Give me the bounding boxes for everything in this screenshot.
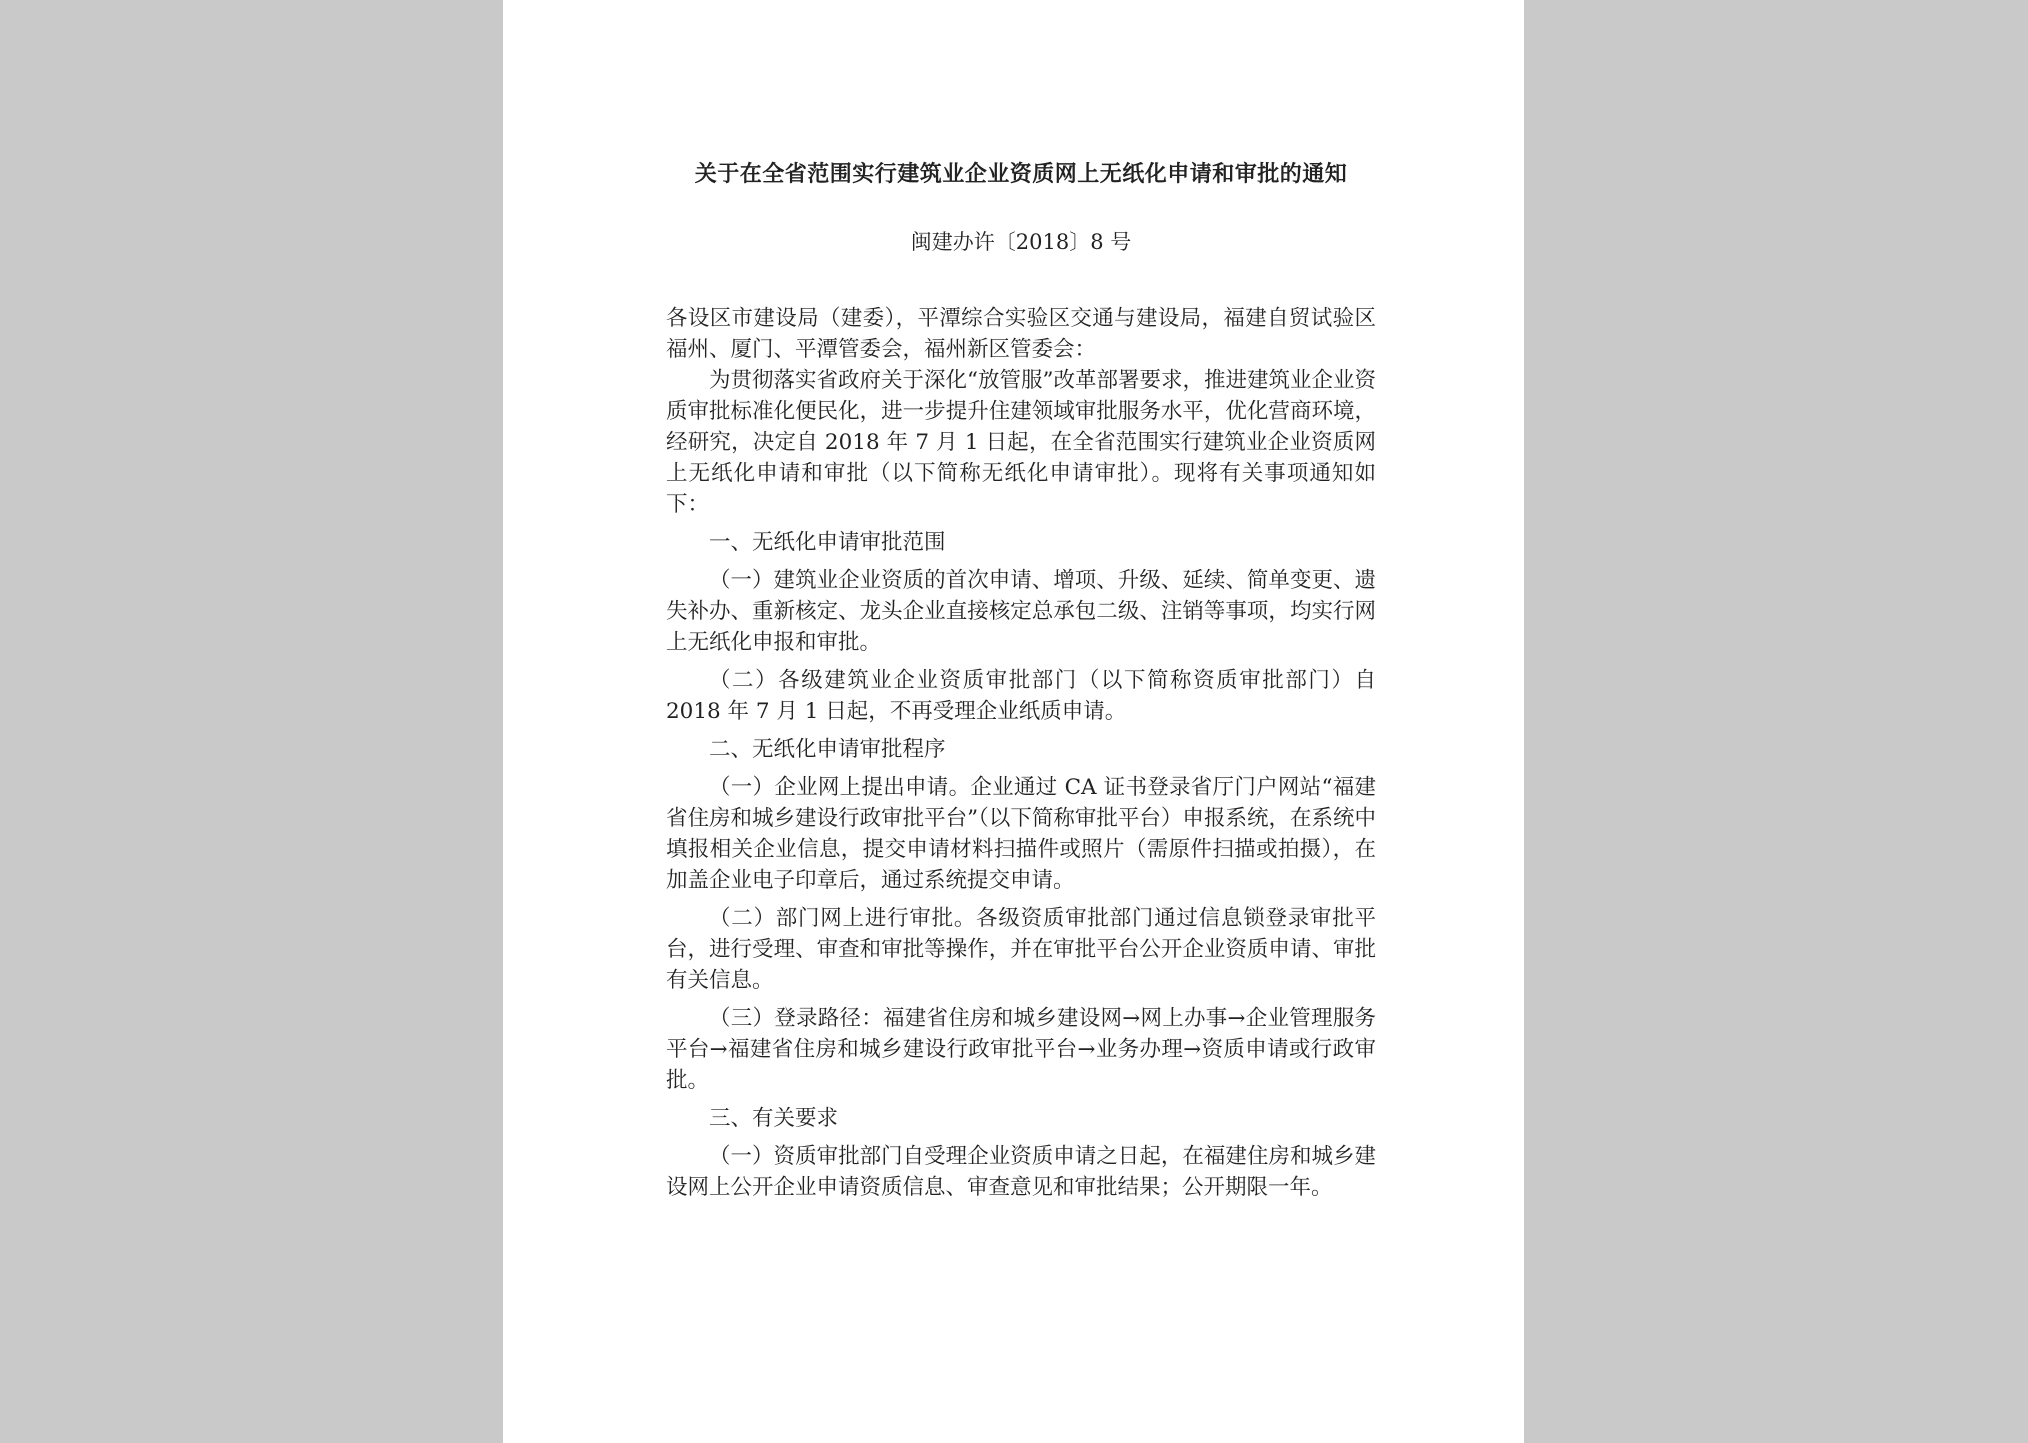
paragraph-intro: 为贯彻落实省政府关于深化“放管服”改革部署要求，推进建筑业企业资质审批标准化便民化，进一步提升住建领域审批服务水平，优化营商环境，经研究，决定自 2018 年 7 月 1 日起，在全省范围实行建筑业企业资质网上无纸化申请和审批（以下简称无纸化申请审批）。现将有关事项通知如下：	[666, 368, 1376, 517]
paragraph-2-2: （二）部门网上进行审批。各级资质审批部门通过信息锁登录审批平台，进行受理、审查和审批等操作，并在审批平台公开企业资质申请、审批有关信息。	[666, 906, 1376, 993]
section-heading-3: 三、有关要求	[709, 1106, 839, 1131]
section-heading-2: 二、无纸化申请审批程序	[709, 737, 946, 762]
document-number: 闽建办许〔2018〕8 号	[910, 230, 1132, 254]
paragraph-2-1: （一）企业网上提出申请。企业通过 CA 证书登录省厅门户网站“福建省住房和城乡建设行政审批平台”（以下简称审批平台）申报系统，在系统中填报相关企业信息，提交申请材料扫描件或照片（需原件扫描或拍摄），在加盖企业电子印章后，通过系统提交申请。	[666, 775, 1376, 893]
paragraph-addressee: 各设区市建设局（建委），平潭综合实验区交通与建设局，福建自贸试验区福州、厦门、平潭管委会，福州新区管委会：	[666, 306, 1376, 362]
paragraph-2-3: （三）登录路径：福建省住房和城乡建设网→网上办事→企业管理服务平台→福建省住房和城乡建设行政审批平台→业务办理→资质申请或行政审批。	[666, 1006, 1376, 1093]
section-heading-1: 一、无纸化申请审批范围	[709, 530, 946, 555]
paragraph-1-2: （二）各级建筑业企业资质审批部门（以下简称资质审批部门）自 2018 年 7 月 1 日起，不再受理企业纸质申请。	[666, 668, 1376, 724]
document-title: 关于在全省范围实行建筑业企业资质网上无纸化申请和审批的通知	[694, 161, 1348, 187]
paragraph-1-1: （一）建筑业企业资质的首次申请、增项、升级、延续、简单变更、遗失补办、重新核定、龙头企业直接核定总承包二级、注销等事项，均实行网上无纸化申报和审批。	[666, 568, 1376, 655]
document-page	[503, 0, 1524, 1443]
paragraph-3-1: （一）资质审批部门自受理企业资质申请之日起，在福建住房和城乡建设网上公开企业申请资质信息、审查意见和审批结果；公开期限一年。	[666, 1144, 1376, 1200]
document-body	[666, 303, 1376, 1203]
